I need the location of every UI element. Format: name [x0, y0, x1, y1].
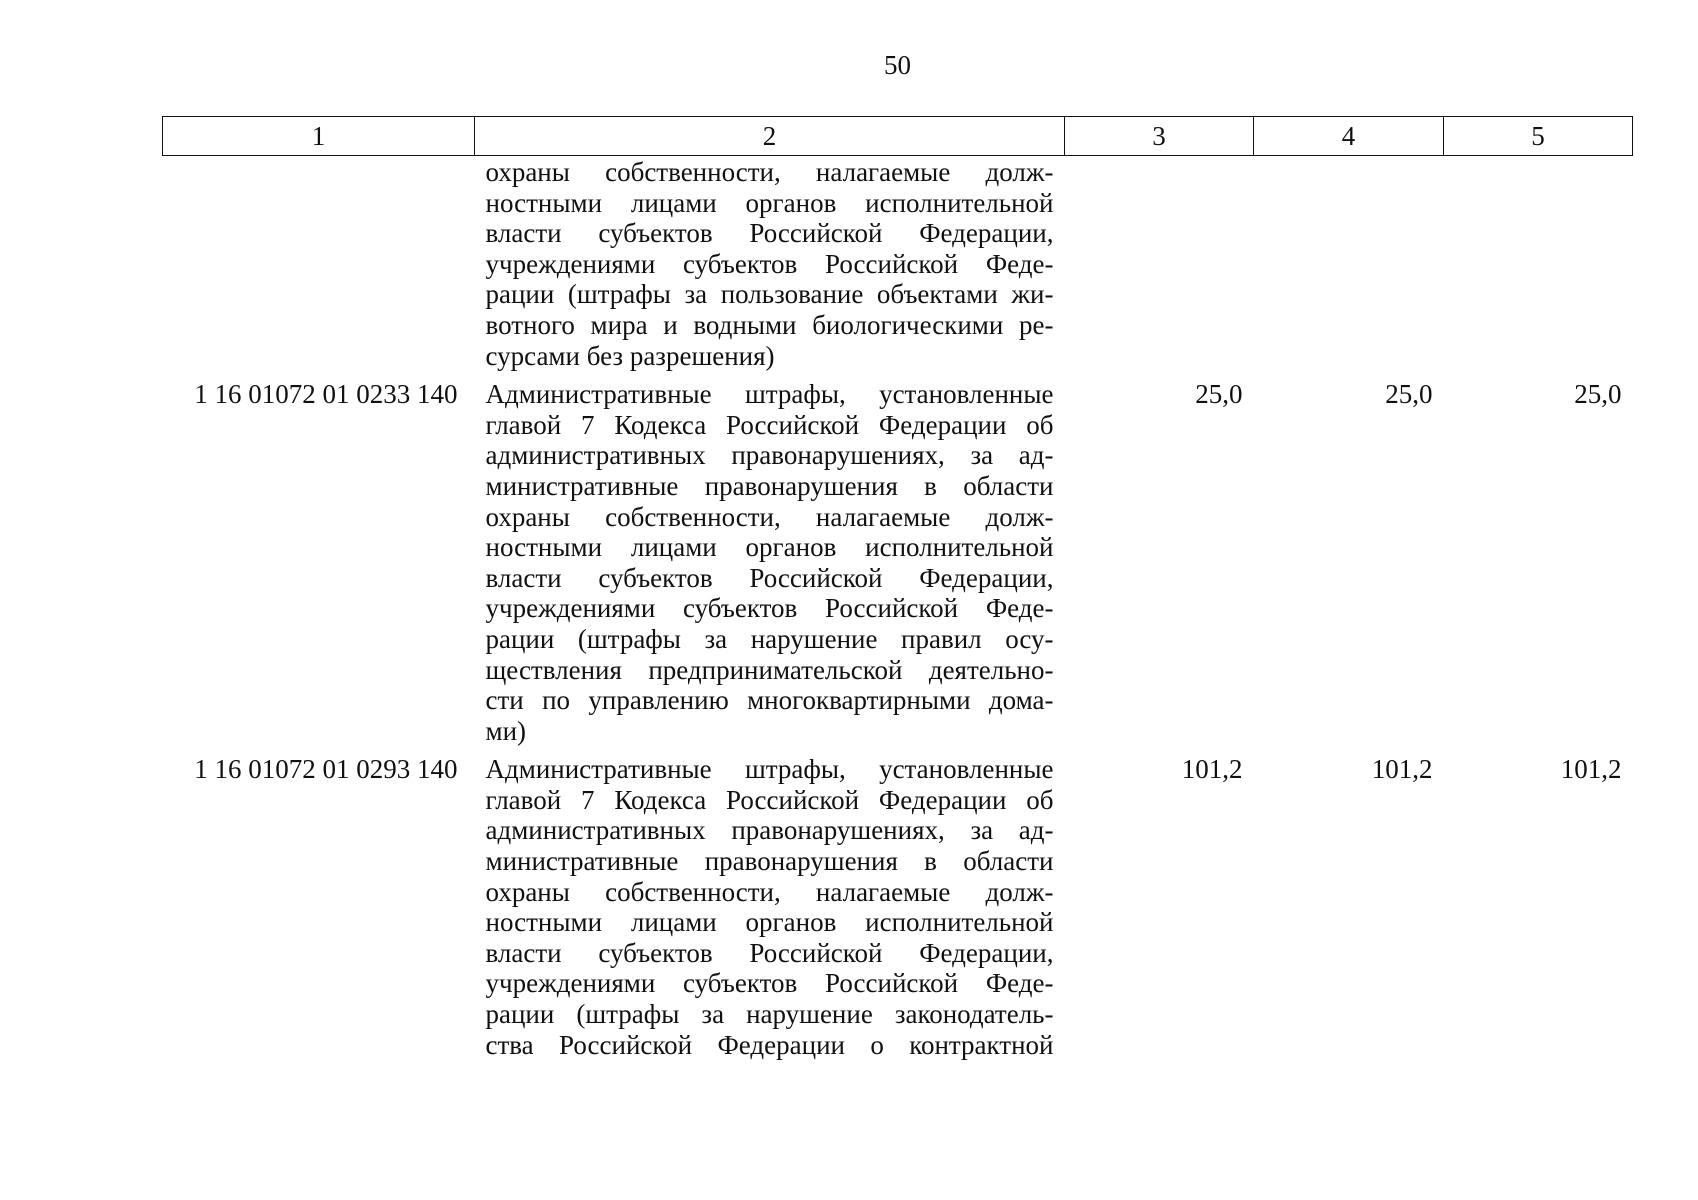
value-cell-col4: 25,0: [1385, 379, 1433, 410]
description-line: рации (штрафы за нарушение законодатель-: [485, 999, 1054, 1030]
value-cell-col4: 101,2: [1371, 754, 1433, 785]
description-line: главой 7 Кодекса Российской Федерации об: [485, 409, 1054, 440]
description-line: охраны собственности, налагаемые долж-: [485, 501, 1054, 532]
header-row: [163, 117, 1633, 156]
value-cell-col5: [1444, 156, 1633, 380]
description-line: учреждениями субъектов Российской Феде-: [485, 593, 1054, 624]
value-cell-col3: 101,2: [1181, 754, 1243, 785]
description-line: сурсами без разрешения): [485, 340, 775, 371]
table-row-continuation: [163, 156, 1633, 380]
code-cell: 1 16 01072 01 0293 140: [194, 754, 458, 785]
description-line: административных правонарушениях, за ад-: [485, 815, 1054, 846]
value-cell-col5: 25,0: [1574, 379, 1622, 410]
value-cell-col5: 101,2: [1560, 754, 1622, 785]
description-cell: [475, 156, 1065, 380]
description-line: министративные правонарушения в области: [485, 846, 1054, 877]
description-line: ства Российской Федерации о контрактной: [485, 1029, 1054, 1060]
description-line: охраны собственности, налагаемые долж-: [485, 157, 1054, 187]
header-col-1: 1: [163, 117, 475, 156]
table-row: [163, 379, 1633, 754]
description-line: власти субъектов Российской Федерации,: [485, 562, 1054, 593]
table-row: [163, 754, 1633, 1068]
value-cell-col4: [1254, 156, 1444, 380]
value-cell-col3: 25,0: [1195, 379, 1243, 410]
table-header: [163, 117, 1633, 156]
header-col-4: 4: [1254, 117, 1444, 156]
description-line: вотного мира и водными биологическими ре-: [485, 309, 1054, 340]
description-line: ми): [485, 715, 527, 746]
description-line: власти субъектов Российской Федерации,: [485, 218, 1054, 249]
value-cell-col3: [1065, 156, 1254, 380]
budget-table-container: [162, 116, 1632, 1068]
description-line: рации (штрафы за нарушение правил осу-: [485, 623, 1054, 654]
description-line: сти по управлению многоквартирными дома-: [485, 685, 1054, 716]
description-line: главой 7 Кодекса Российской Федерации об: [485, 784, 1054, 815]
budget-table: [162, 116, 1633, 1068]
description-line: учреждениями субъектов Российской Феде-: [485, 248, 1054, 279]
description-line: административных правонарушениях, за ад-: [485, 440, 1054, 471]
description-line: ществления предпринимательской деятельно-: [485, 654, 1054, 685]
code-cell: 1 16 01072 01 0233 140: [194, 379, 458, 410]
description-cell: [475, 754, 1065, 1068]
header-col-3: 3: [1065, 117, 1254, 156]
description-line: ностными лицами органов исполнительной: [485, 907, 1054, 938]
description-line: рации (штрафы за пользование объектами жи-: [485, 279, 1054, 310]
code-cell: [163, 156, 475, 380]
description-line: ностными лицами органов исполнительной: [485, 187, 1054, 218]
description-line: Административные штрафы, установленные: [485, 379, 1054, 410]
header-col-5: 5: [1444, 117, 1633, 156]
description-line: Административные штрафы, установленные: [485, 754, 1054, 785]
page-number: 50: [884, 50, 911, 80]
header-col-2: 2: [475, 117, 1065, 156]
description-line: министративные правонарушения в области: [485, 470, 1054, 501]
description-line: власти субъектов Российской Федерации,: [485, 937, 1054, 968]
description-line: ностными лицами органов исполнительной: [485, 532, 1054, 563]
description-line: учреждениями субъектов Российской Феде-: [485, 968, 1054, 999]
description-cell: [475, 379, 1065, 754]
description-line: охраны собственности, налагаемые долж-: [485, 876, 1054, 907]
